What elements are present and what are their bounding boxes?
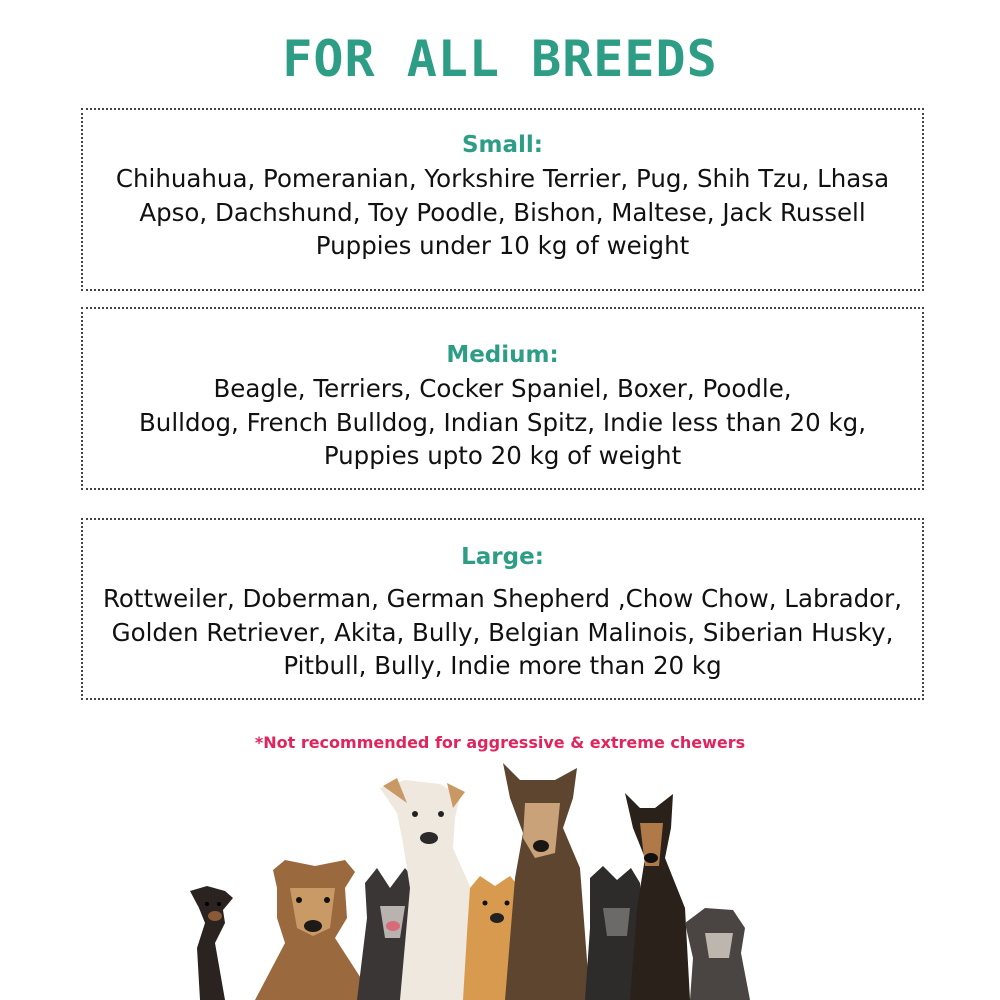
medium-breeds-list (93, 372, 912, 473)
breed-line: Beagle, Terriers, Cocker Spaniel, Boxer, Poodle, (213, 374, 792, 403)
medium-breeds-box (81, 307, 924, 490)
chewer-warning: *Not recommended for aggressive & extreme chewers (254, 733, 746, 752)
large-breeds-box (81, 518, 924, 700)
dogs-group-illustration (185, 758, 795, 1000)
breed-line: Pitbull, Bully, Indie more than 20 kg (283, 651, 722, 680)
small-breeds-list (93, 162, 912, 263)
large-breeds-heading: Large: (461, 544, 544, 570)
breed-line: Puppies under 10 kg of weight (315, 231, 690, 260)
dog-shepherd-mix-left (255, 860, 375, 1000)
breed-line: Puppies upto 20 kg of weight (323, 441, 682, 470)
breed-line: Rottweiler, Doberman, German Shepherd ,Chow Chow, Labrador, (102, 584, 903, 613)
large-breeds-list (93, 582, 912, 683)
dog-shepherd-tall (503, 763, 590, 1000)
page-title: FOR ALL BREEDS (282, 30, 718, 88)
dog-small-black-tan (190, 886, 233, 1000)
breed-line: Apso, Dachshund, Toy Poodle, Bishon, Maltese, Jack Russell (139, 197, 866, 227)
medium-breeds-heading: Medium: (446, 342, 559, 368)
breed-line: Golden Retriever, Akita, Bully, Belgian Malinois, Siberian Husky, (111, 617, 894, 647)
small-breeds-heading: Small: (461, 132, 544, 158)
breed-line: Bulldog, French Bulldog, Indian Spitz, Indie less than 20 kg, (139, 407, 866, 437)
small-breeds-box (81, 108, 924, 291)
dog-shih-tzu (685, 908, 750, 1000)
breed-line: Chihuahua, Pomeranian, Yorkshire Terrier, Pug, Shih Tzu, Lhasa (115, 164, 890, 193)
